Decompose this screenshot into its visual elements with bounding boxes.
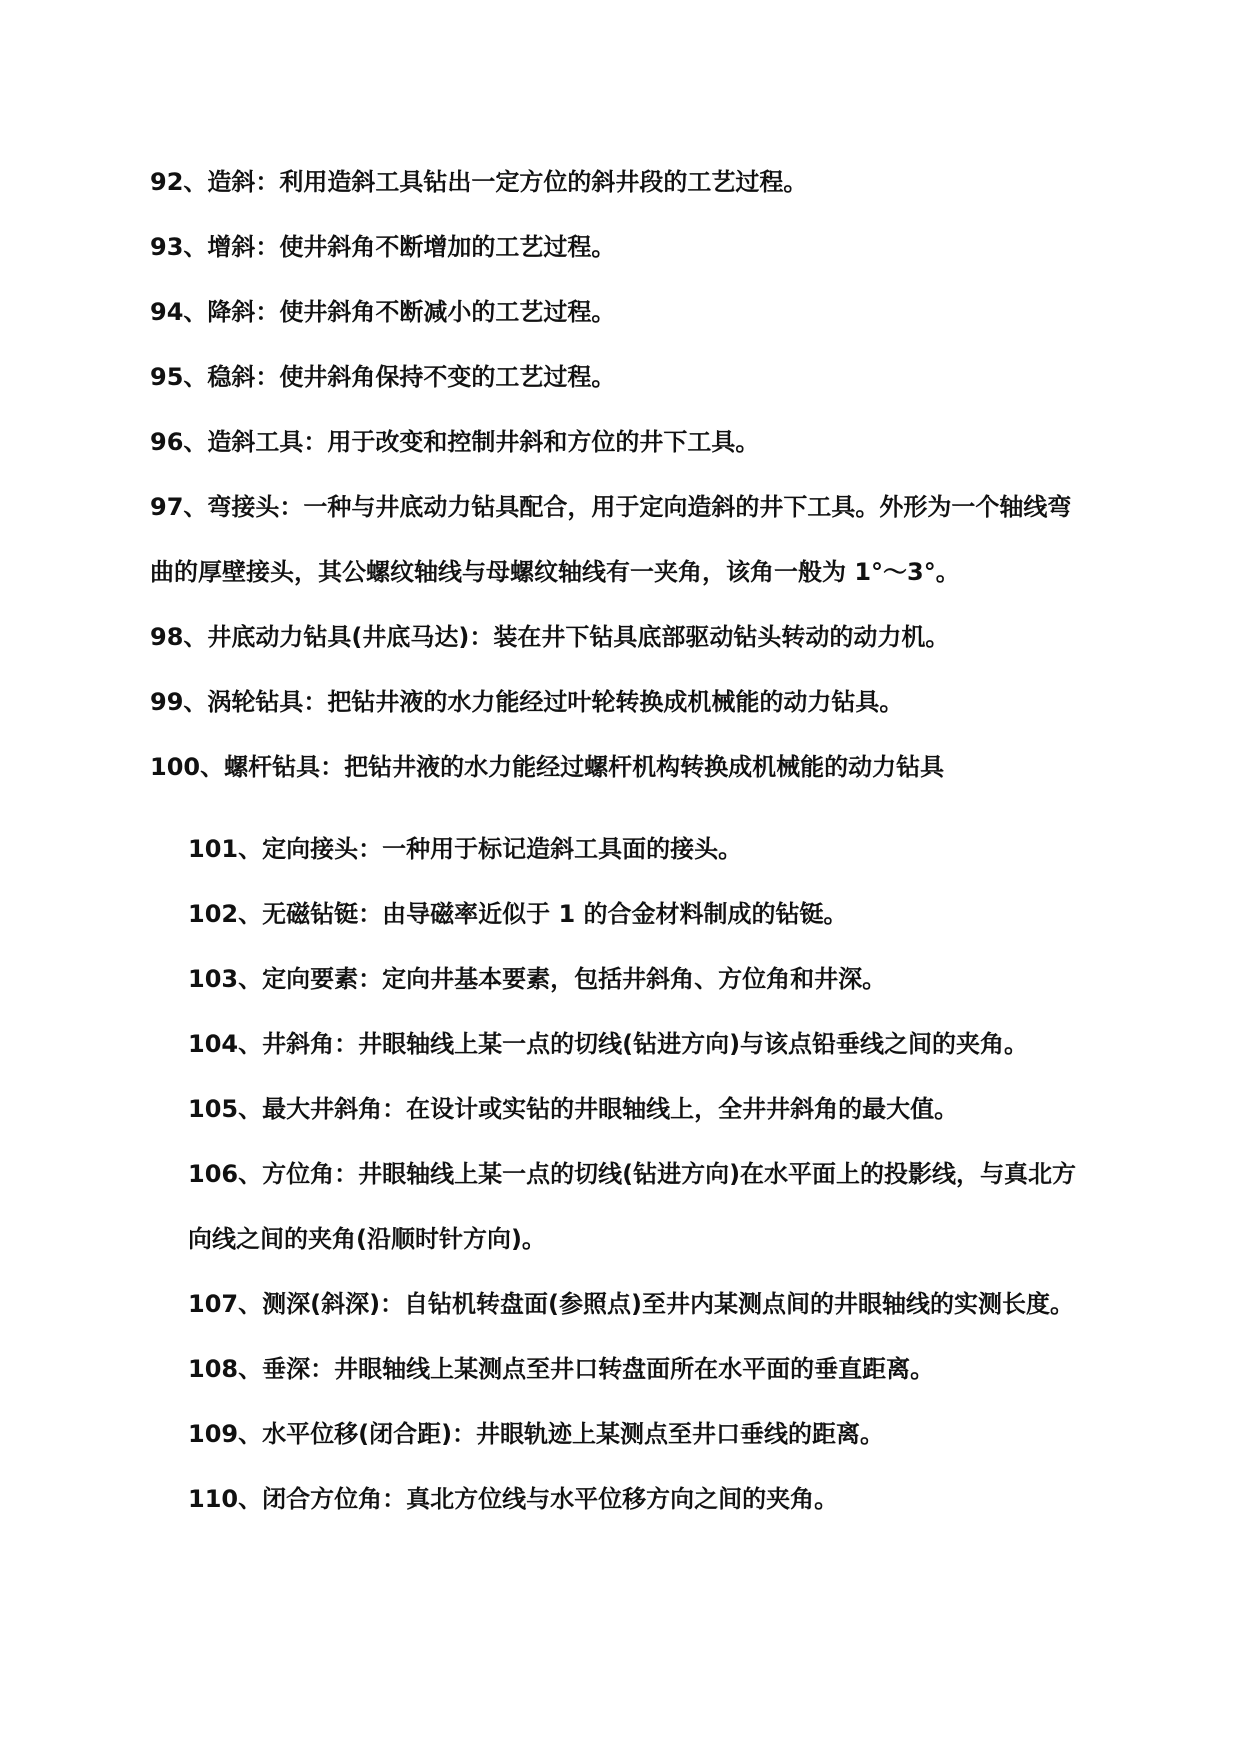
term-entry-101: 101、定向接头：一种用于标记造斜工具面的接头。	[188, 835, 743, 863]
term-entry-105: 105、最大井斜角：在设计或实钻的井眼轴线上，全井井斜角的最大值。	[188, 1095, 959, 1123]
term-entry-102: 102、无磁钻铤：由导磁率近似于 1 的合金材料制成的钻铤。	[188, 900, 848, 928]
term-entry-95: 95、稳斜：使井斜角保持不变的工艺过程。	[150, 363, 616, 391]
term-entry-110: 110、闭合方位角：真北方位线与水平位移方向之间的夹角。	[188, 1485, 839, 1513]
term-entry-109: 109、水平位移(闭合距)：井眼轨迹上某测点至井口垂线的距离。	[188, 1420, 885, 1448]
term-entry-104: 104、井斜角：井眼轴线上某一点的切线(钻进方向)与该点铅垂线之间的夹角。	[188, 1030, 1029, 1058]
term-entry-106: 106、方位角：井眼轴线上某一点的切线(钻进方向)在水平面上的投影线，与真北方向线之间的夹角(沿顺时针方向)。	[188, 1160, 1077, 1253]
term-entry-100: 100、螺杆钻具：把钻井液的水力能经过螺杆机构转换成机械能的动力钻具	[150, 753, 945, 781]
term-entry-96: 96、造斜工具：用于改变和控制井斜和方位的井下工具。	[150, 428, 760, 456]
term-entry-99: 99、涡轮钻具：把钻井液的水力能经过叶轮转换成机械能的动力钻具。	[150, 688, 904, 716]
term-entry-94: 94、降斜：使井斜角不断减小的工艺过程。	[150, 298, 616, 326]
term-entry-107: 107、测深(斜深)：自钻机转盘面(参照点)至井内某测点间的井眼轴线的实测长度。	[188, 1290, 1074, 1318]
term-entry-108: 108、垂深：井眼轴线上某测点至井口转盘面所在水平面的垂直距离。	[188, 1355, 935, 1383]
term-entry-97: 97、弯接头：一种与井底动力钻具配合，用于定向造斜的井下工具。外形为一个轴线弯曲的厚壁接头，其公螺纹轴线与母螺纹轴线有一夹角，该角一般为 1°～3°。	[150, 493, 1072, 586]
term-entry-92: 92、造斜：利用造斜工具钻出一定方位的斜井段的工艺过程。	[150, 168, 808, 196]
term-entry-93: 93、增斜：使井斜角不断增加的工艺过程。	[150, 233, 616, 261]
term-entry-98: 98、井底动力钻具(井底马达)：装在井下钻具底部驱动钻头转动的动力机。	[150, 623, 950, 651]
term-entry-103: 103、定向要素：定向井基本要素，包括井斜角、方位角和井深。	[188, 965, 887, 993]
term-list	[150, 150, 1080, 1532]
